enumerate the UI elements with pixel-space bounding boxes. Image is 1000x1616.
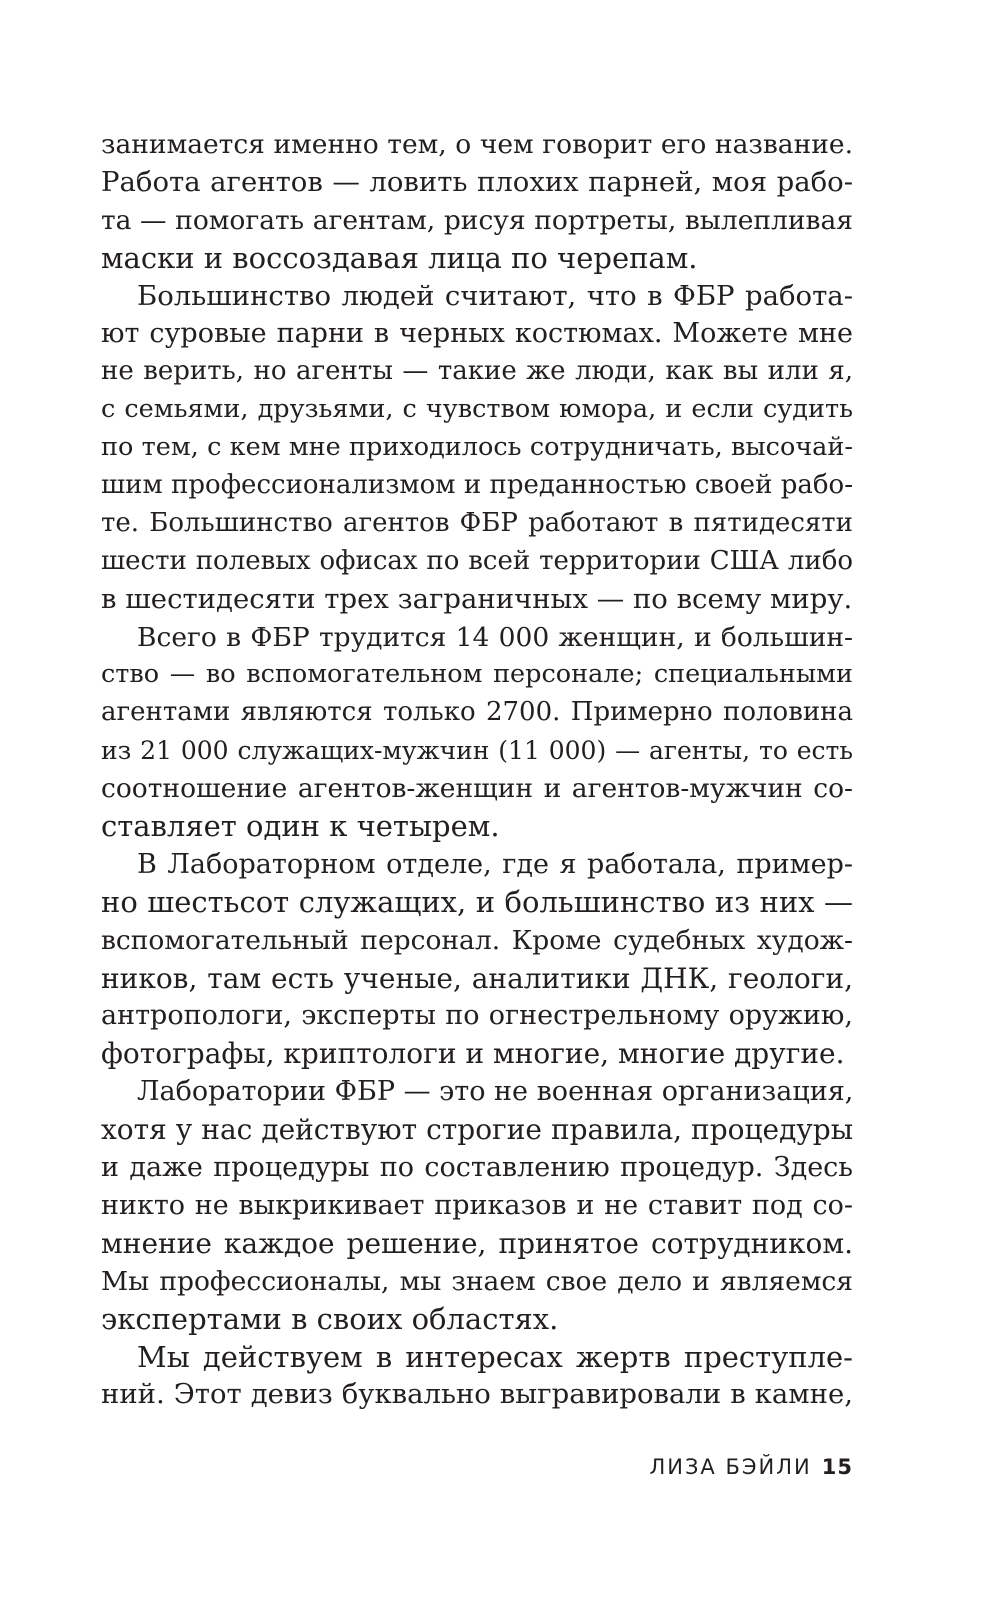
text-line: никто не выкрикивает приказов и не ставит под со- [101, 1189, 853, 1221]
text-line: маски и воссоздавая лица по черепам. [101, 240, 698, 275]
text-line: Всего в ФБР трудится 14 000 женщин, и большин- [137, 621, 853, 653]
text-line: Мы профессионалы, мы знаем свое дело и являемся [101, 1265, 853, 1297]
paragraph [101, 278, 853, 619]
paragraph [101, 1339, 853, 1415]
text-line: шим профессионализмом и преданностью своей рабо- [101, 470, 853, 501]
text-line: В Лабораторном отделе, где я работала, пример- [137, 848, 853, 880]
footer-author: ЛИЗА БЭЙЛИ [649, 1455, 812, 1479]
text-line: соотношение агентов-женщин и агентов-мужчин со- [101, 773, 853, 805]
text-line: занимается именно тем, о чем говорит его название. [101, 129, 853, 160]
paragraph [101, 126, 853, 278]
text-line: та — помогать агентам, рисуя портреты, вылепливая [101, 204, 853, 236]
text-line: с семьями, друзьями, с чувством юмора, и если судить [101, 394, 853, 425]
paragraph [101, 619, 853, 846]
text-line: те. Большинство агентов ФБР работают в пятидесяти [101, 507, 853, 538]
text-line: по тем, с кем мне приходилось сотрудничать, высочай- [101, 432, 853, 463]
text-line: шести полевых офисах по всей территории США либо [101, 545, 853, 576]
text-line: ство — во вспомогательном персонале; специальными [101, 659, 853, 690]
text-line: антропологи, эксперты по огнестрельному оружию, [101, 1000, 853, 1032]
text-line: ников, там есть ученые, аналитики ДНК, геологи, [101, 961, 853, 995]
text-line: Работа агентов — ловить плохих парней, моя рабо- [101, 165, 853, 198]
text-line: Лаборатории ФБР — это не военная организация, [137, 1076, 854, 1108]
text-line: ний. Этот девиз буквально выгравировали в камне, [101, 1378, 853, 1411]
text-line: вспомогательный персонал. Кроме судебных худож- [101, 924, 853, 956]
paragraph [101, 846, 853, 1073]
text-line: не верить, но агенты — такие же люди, как вы или я, [101, 356, 853, 387]
text-line: мнение каждое решение, принятое сотрудником. [101, 1226, 853, 1260]
text-line: агентами являются только 2700. Примерно половина [101, 697, 853, 728]
text-line: и даже процедуры по составлению процедур. Здесь [101, 1152, 853, 1184]
running-footer [649, 1455, 853, 1479]
text-line: Большинство людей считают, что в ФБР работа- [137, 279, 853, 312]
text-line: Мы действуем в интересах жертв преступле- [137, 1339, 853, 1374]
text-line: из 21 000 служащих-мужчин (11 000) — агенты, то есть [101, 736, 853, 766]
paragraph [101, 1073, 853, 1338]
text-line: в шестидесяти трех заграничных — по всему миру. [101, 582, 853, 615]
text-line: хотя у нас действуют строгие правила, процедуры [101, 1113, 853, 1147]
text-line: фотографы, криптологи и многие, многие другие. [101, 1037, 845, 1071]
text-line: ют суровые парни в черных костюмах. Можете мне [101, 318, 853, 350]
text-line: ставляет один к четырем. [101, 809, 500, 844]
page-number: 15 [821, 1455, 853, 1479]
body-text [101, 126, 853, 1414]
text-line: экспертами в своих областях. [101, 1301, 559, 1336]
text-line: но шестьсот служащих, и большинство из них — [101, 884, 853, 919]
